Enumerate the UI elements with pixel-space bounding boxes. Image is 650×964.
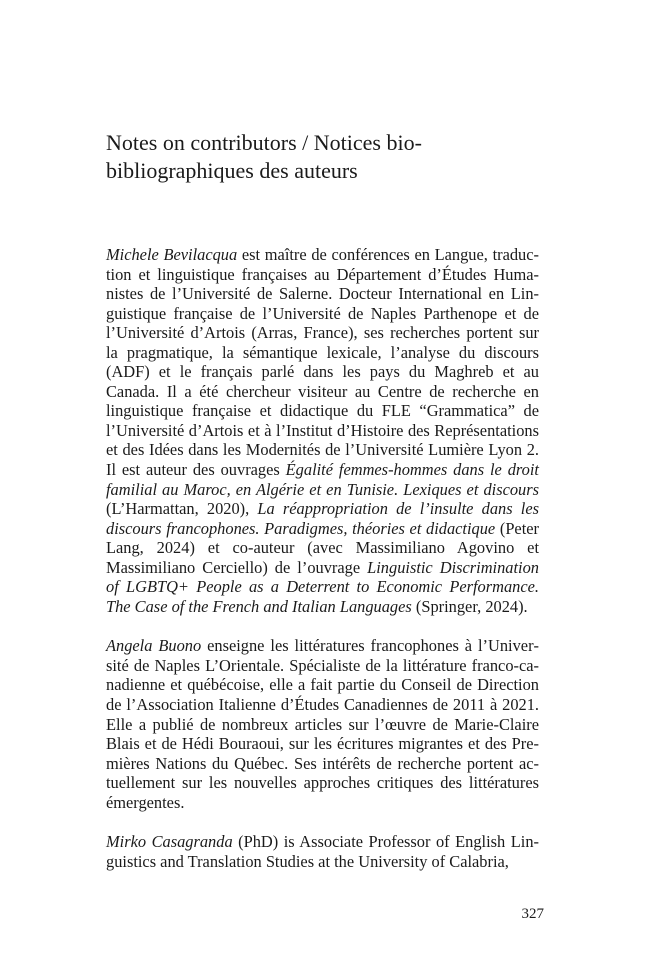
bio-buono xyxy=(106,636,539,812)
bio-text: (Peter Lang, 2024) et co-auteur (avec Massimiliano Agovino et Massimiliano Cerciello) de l’ouvrage xyxy=(106,518,539,577)
contributors-list xyxy=(106,245,539,891)
title-line-2: bibliographiques des auteurs xyxy=(106,158,358,183)
bio-text: (L’Harmattan, 2020), xyxy=(106,499,258,519)
contributor-name: Angela Buono xyxy=(106,636,202,656)
page-title xyxy=(106,129,546,185)
page-number: 327 xyxy=(521,906,544,922)
book-title: Égalité femmes-hommes dans le droit familial au Maroc, en Algérie et en Tunisie. Lexiques et discours xyxy=(106,460,539,499)
title-line-1: Notes on contributors / Notices bio- xyxy=(106,130,422,155)
bio-casagranda xyxy=(106,832,539,871)
book-title: Linguistic Discrimination of LGBTQ+ People as a Deterrent to Economic Performance. The Case of the French and Italian Languages xyxy=(106,557,539,616)
bio-text: (PhD) is Associate Professor of English Linguistics and Translation Studies at the University of Calabria, xyxy=(106,832,539,871)
bio-text: est maître de conférences en Langue, traduction et linguistique françaises au Département d’Études Humanistes de l’Université de Salerne. Docteur International en Linguistique française de l’Université de Naples Parthenope et de l’Université d’Artois (Arras, France), ses recherches portent sur la pragmatique, la sémantique lexicale, l’analyse du discours (ADF) et le français parlé dans les pays du Maghreb et au Canada. Il a été chercheur visiteur au Centre de recherche en linguistique française et didactique du FLE “Grammatica” de l’Université d’Artois et à l’Institut d’Histoire des Représentations et des Idées dans les Modernités de l’Université Lumière Lyon 2. Il est auteur des ouvrages xyxy=(106,245,539,480)
bio-bevilacqua xyxy=(106,245,539,616)
bio-text: (Springer, 2024). xyxy=(411,596,528,616)
bio-text: enseigne les littératures francophones à l’Université de Naples L’Orientale. Spécialiste de la littérature franco-canadienne et québécoise, elle a fait partie du Conseil de Direction de l’Association Italienne d’Études Canadiennes de 2011 à 2021. Elle a publié de nombreux articles sur l’œuvre de Marie-Claire Blais et de Hédi Bouraoui, sur les écritures migrantes et des Premières Nations du Québec. Ses intérêts de recherche portent actuellement sur les nouvelles approches critiques des littératures émergentes. xyxy=(106,636,539,812)
book-title: La réappropriation de l’insulte dans les discours francophones. Paradigmes, théories et didactique xyxy=(106,499,539,538)
contributor-name: Michele Bevilacqua xyxy=(106,245,238,264)
contributor-name: Mirko Casagranda xyxy=(106,832,233,852)
